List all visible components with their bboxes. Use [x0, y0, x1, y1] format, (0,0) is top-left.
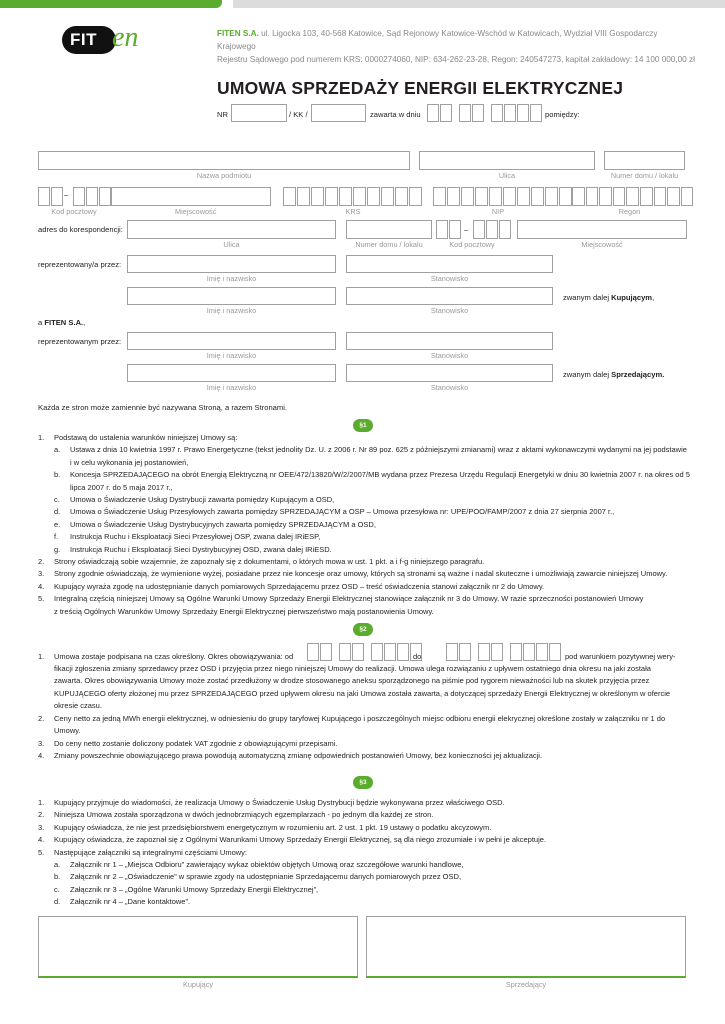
- section-2-p1-cont: fikacji zgłoszenia zmiany sprzedawcy przez OSD i przyjęcia przez niego niniejszej Umowy do realizacji. Umowa ulega rozwiązaniu z upływem ostatniego dnia okresu na jaki została zawarta. Okres obowiązywania Umowy może zostać przedłużony w drodze stosowanego aneksu sporządzonego na piśmie pod rygorem nieważności lub na skutek przyjęcia przez KUPUJĄCEGO oferty złożonej mu przez SPRZEDAJĄCEGO przed upływem okresu na jaki Umowa została zawarta, a dotyczącej sprzedaży Energii Elektrycznej w określonym w ofercie okresie czasu.: [54, 664, 671, 711]
- caption-regon: Regon: [618, 207, 641, 216]
- digit-box[interactable]: [489, 187, 502, 206]
- a-fiten-label: a FITEN S.A.,: [38, 318, 86, 327]
- digit-box[interactable]: [436, 220, 448, 239]
- document-title: UMOWA SPRZEDAŻY ENERGII ELEKTRYCZNEJ: [217, 78, 624, 98]
- digit-box[interactable]: [640, 187, 653, 206]
- digit-box[interactable]: [325, 187, 338, 206]
- digit-box[interactable]: [559, 187, 572, 206]
- digit-box[interactable]: [367, 187, 380, 206]
- corr-postal-dash: –: [464, 225, 469, 234]
- caption-nazwa: Nazwa podmiotu: [196, 171, 252, 180]
- digit-box[interactable]: [446, 643, 458, 661]
- caption-srep2-imie: Imię i nazwisko: [206, 383, 257, 392]
- nr-label: NR: [217, 110, 228, 119]
- digit-box[interactable]: [517, 104, 529, 122]
- contract-number-input[interactable]: [231, 104, 287, 122]
- digit-box[interactable]: [531, 187, 544, 206]
- digit-box[interactable]: [654, 187, 667, 206]
- section-2-p1-start: 1. Umowa zostaje podpisana na czas określony. Okres obowiązywania: od: [38, 652, 294, 661]
- company-line1: ul. Ligocka 103, 40-568 Katowice, Sąd Rejonowy Katowice-Wschód w Katowicach, Wydział VIII Gospodarczy Krajowego: [217, 29, 658, 51]
- digit-box[interactable]: [510, 643, 522, 661]
- digit-box[interactable]: [475, 187, 488, 206]
- digit-box[interactable]: [51, 187, 63, 206]
- digit-box[interactable]: [320, 643, 332, 661]
- caption-srep1-imie: Imię i nazwisko: [206, 351, 257, 360]
- company-line2: Rejestru Sądowego pod numerem KRS: 0000274060, NIP: 634-262-23-28, Regon: 240547273, kapitał zakładowy: 14 100 000,00 zł: [217, 55, 695, 64]
- digit-box[interactable]: [339, 187, 352, 206]
- digit-box[interactable]: [459, 104, 471, 122]
- digit-box[interactable]: [545, 187, 558, 206]
- digit-box[interactable]: [486, 220, 498, 239]
- company-name-input[interactable]: [38, 151, 410, 170]
- strony-note: Każda ze stron może zamiennie być nazywana Stroną, a razem Stronami.: [38, 403, 288, 412]
- digit-box[interactable]: [447, 187, 460, 206]
- caption-rep2-imie: Imię i nazwisko: [206, 306, 257, 315]
- digit-box[interactable]: [491, 643, 503, 661]
- digit-box[interactable]: [459, 643, 471, 661]
- digit-box[interactable]: [449, 220, 461, 239]
- logo-black-part: FIT: [62, 26, 116, 54]
- corr-city-input[interactable]: [517, 220, 687, 239]
- section-2-p1-end: pod warunkiem pozytywnej wery-: [565, 652, 676, 661]
- digit-box[interactable]: [353, 187, 366, 206]
- digit-box[interactable]: [681, 187, 694, 206]
- buyer-rep1-position-input[interactable]: [346, 255, 553, 273]
- digit-box[interactable]: [86, 187, 98, 206]
- digit-box[interactable]: [371, 643, 383, 661]
- digit-box[interactable]: [38, 187, 50, 206]
- digit-box[interactable]: [504, 104, 516, 122]
- digit-box[interactable]: [667, 187, 680, 206]
- caption-kod: Kod pocztowy: [51, 207, 97, 216]
- caption-corr-numer: Numer domu / lokalu: [355, 240, 423, 249]
- buyer-signature-box[interactable]: [38, 916, 358, 978]
- seller-rep1-name-input[interactable]: [127, 332, 336, 350]
- digit-box[interactable]: [491, 104, 503, 122]
- repr2-label: reprezentowanym przez:: [38, 337, 122, 346]
- seller-rep1-position-input[interactable]: [346, 332, 553, 350]
- buyer-rep2-name-input[interactable]: [127, 287, 336, 305]
- caption-ulica: Ulica: [498, 171, 516, 180]
- digit-box[interactable]: [311, 187, 324, 206]
- caption-rep1-imie: Imię i nazwisko: [206, 274, 257, 283]
- caption-numer: Numer domu / lokalu: [610, 171, 679, 180]
- header-gray-bar: [233, 0, 725, 8]
- digit-box[interactable]: [440, 104, 452, 122]
- seller-rep2-position-input[interactable]: [346, 364, 553, 382]
- digit-box[interactable]: [283, 187, 296, 206]
- company-info: [217, 27, 697, 66]
- buyer-rep1-name-input[interactable]: [127, 255, 336, 273]
- digit-box[interactable]: [427, 104, 439, 122]
- digit-box[interactable]: [549, 643, 561, 661]
- section-2-badge: §2: [353, 623, 373, 636]
- digit-box[interactable]: [613, 187, 626, 206]
- corr-number-input[interactable]: [346, 220, 432, 239]
- digit-box[interactable]: [586, 187, 599, 206]
- digit-box[interactable]: [478, 643, 490, 661]
- caption-corr-ulica: Ulica: [223, 240, 240, 249]
- adres-label: adres do korespondencji:: [38, 225, 123, 234]
- zawarta-label: zawarta w dniu: [370, 110, 421, 119]
- kupujacy-defined: zwanym dalej Kupującym,: [563, 293, 655, 302]
- digit-box[interactable]: [433, 187, 446, 206]
- logo-green-part: en: [112, 22, 139, 53]
- digit-box[interactable]: [572, 187, 585, 206]
- digit-box[interactable]: [307, 643, 319, 661]
- caption-srep2-stanowisko: Stanowisko: [430, 383, 469, 392]
- section-3-body: 1. Kupujący przyjmuje do wiadomości, że realizacja Umowy o Świadczenie Usług Dystrybucji będzie wykonywana przez właściwego OSD. 2. Niniejsza Umowa została sporządzona w dwóch jednobrzmiących egzemplarzach - po jednym dla każdej ze stron. 3. Kupujący oświadcza, że nie jest przedsiębiorstwem energetycznym w rozumieniu art. 2 ust. 1 pkt. 19 ustawy o podatku akcyzowym. 4. Kupujący oświadcza, że zapoznał się z Ogólnymi Warunkami Umowy Sprzedaży Energii Elektrycznej, są dla niego zrozumiałe i w pełni je akceptuje. 5. Następujące załączniki są integralnymi częściami Umowy: a. Załącznik nr 1 – „Miejsca Odbioru” zawierający wykaz obiektów objętych Umową oraz szczegółowe warunki handlowe, b. Załącznik nr 2 – „Oświadczenie” w sprawie zgody na udostępnianie Sprzedającemu danych pomiarowych przez OSD, c. Załącznik nr 3 – „Ogólne Warunki Umowy Sprzedaży Energii Elektrycznej”, d. Załącznik nr 4 – „Dane kontaktowe”.: [38, 798, 547, 907]
- digit-box[interactable]: [99, 187, 111, 206]
- caption-srep1-stanowisko: Stanowisko: [430, 351, 469, 360]
- seller-signature-box[interactable]: [366, 916, 686, 978]
- city-input[interactable]: [111, 187, 271, 206]
- section-1-badge: §1: [353, 419, 373, 432]
- caption-corr-kod: Kod pocztowy: [449, 240, 495, 249]
- digit-box[interactable]: [339, 643, 351, 661]
- digit-box[interactable]: [409, 187, 422, 206]
- caption-kupujacy: Kupujący: [182, 980, 214, 989]
- repr-label: reprezentowany/a przez:: [38, 260, 122, 269]
- digit-box[interactable]: [395, 187, 408, 206]
- house-number-input[interactable]: [604, 151, 685, 170]
- digit-box[interactable]: [352, 643, 364, 661]
- period-do-label: do: [413, 652, 422, 661]
- digit-box[interactable]: [523, 643, 535, 661]
- caption-rep2-stanowisko: Stanowisko: [430, 306, 469, 315]
- kk-number-input[interactable]: [311, 104, 366, 122]
- digit-box[interactable]: [381, 187, 394, 206]
- pomiedzy-label: pomiędzy:: [545, 110, 580, 119]
- postal-dash: –: [64, 190, 69, 199]
- digit-box[interactable]: [473, 220, 485, 239]
- digit-box[interactable]: [503, 187, 516, 206]
- caption-corr-miejscowosc: Miejscowość: [581, 240, 623, 249]
- buyer-rep2-position-input[interactable]: [346, 287, 553, 305]
- company-name: FITEN S.A.: [217, 29, 259, 38]
- digit-box[interactable]: [472, 104, 484, 122]
- digit-box[interactable]: [530, 104, 542, 122]
- digit-box[interactable]: [517, 187, 530, 206]
- digit-box[interactable]: [626, 187, 639, 206]
- header-accent-bar: [0, 0, 222, 8]
- fiten-logo: [62, 22, 148, 56]
- kk-label: / KK /: [289, 110, 308, 119]
- section-1-body: 1. Podstawą do ustalenia warunków niniejszej Umowy są: a. Ustawa z dnia 10 kwietnia 1997 r. Prawo Energetyczne (tekst jednolity Dz. U. z 2006 r. Nr 89 poz. 625 z późniejszymi zmianami) wraz z aktami wykonawczymi wydanymi na jej podstawie i w celu wykonania jej postanowień, b. Koncesja SPRZEDAJĄCEGO na obrót Energią Elektryczną nr OEE/472/13820/W/2/2007/MB wydana przez Prezesa Urzędu Regulacji Energetyki w dniu 30 kwietnia 2007 r. na okres od 5 lipca 2007 r. do 5 maja 2017 r., c. Umowa o Świadczenie Usług Dystrybucji zawarta pomiędzy Kupującym a OSD, d. Umowa o Świadczenie Usług Przesyłowych zawarta pomiędzy SPRZEDAJĄCYM a OSP – Umowa przesyłowa nr: UPE/POO/FAMP/2007 z dnia 27 sierpnia 2007 r., e. Umowa o Świadczenie Usług Dystrybucyjnych zawarta pomiędzy SPRZEDAJĄCYM a OSD, f. Instrukcja Ruchu i Eksploatacji Sieci Przesyłowej OSP, zwana dalej IRiESP, g. Instrukcja Ruchu i Eksploatacji Sieci Dystrybucyjnej OSD, zwana dalej IRiESD. 2. Strony oświadczają sobie wzajemnie, że zapoznały się z dokumentami, o których mowa w ust. 1 pkt. a i f-g niniejszego paragrafu. 3. Strony zgodnie oświadczają, że wymienione wyżej, posiadane przez nie koncesje oraz umowy, których są stronami są ważne i nadal skuteczne i umożliwiają zawarcie niniejszej Umowy. 4. Kupujący wyraża zgodę na udostępnianie danych pomiarowych Sprzedającemu przez OSD – treść oświadczenia stanowi załącznik nr 2 do Umowy. 5. Integralną częścią niniejszej Umowy są Ogólne Warunki Umowy Sprzedaży Energii Elektrycznej stanowiące załącznik nr 3 do Umowy. W razie sprzeczności postanowień Umowy z treścią Ogólnych Warunków Umowy Sprzedaży Energii Elektrycznej pierwszeństwo mają postanowienia Umowy.: [38, 433, 690, 616]
- digit-box[interactable]: [73, 187, 85, 206]
- section-3-badge: §3: [353, 776, 373, 789]
- caption-miejscowosc: Miejscowość: [175, 207, 217, 216]
- sprzedajacy-defined: zwanym dalej Sprzedającym.: [563, 370, 665, 379]
- seller-rep2-name-input[interactable]: [127, 364, 336, 382]
- digit-box[interactable]: [499, 220, 511, 239]
- digit-box[interactable]: [297, 187, 310, 206]
- digit-box[interactable]: [599, 187, 612, 206]
- digit-box[interactable]: [461, 187, 474, 206]
- section-2-body: 2. Ceny netto za jedną MWh energii elektrycznej, w odniesieniu do grupy taryfowej Kupującego i poszczególnych miejsc odbioru energii elekrycznej określone zostały w załączniku nr 1 do Umowy. 3. Do ceny netto zostanie doliczony podatek VAT zgodnie z obowiązującymi przepisami. 4. Zmiany powszechnie obowiązującego prawa powodują automatyczną zmianę odpowiednich postanowień Umowy, bez konieczności jej aktualizacji.: [38, 714, 666, 761]
- digit-box[interactable]: [384, 643, 396, 661]
- corr-street-input[interactable]: [127, 220, 336, 239]
- caption-nip: NIP: [491, 207, 505, 216]
- caption-krs: KRS: [345, 207, 361, 216]
- caption-rep1-stanowisko: Stanowisko: [430, 274, 469, 283]
- caption-sprzedajacy: Sprzedający: [505, 980, 547, 989]
- digit-box[interactable]: [536, 643, 548, 661]
- street-input[interactable]: [419, 151, 595, 170]
- digit-box[interactable]: [397, 643, 409, 661]
